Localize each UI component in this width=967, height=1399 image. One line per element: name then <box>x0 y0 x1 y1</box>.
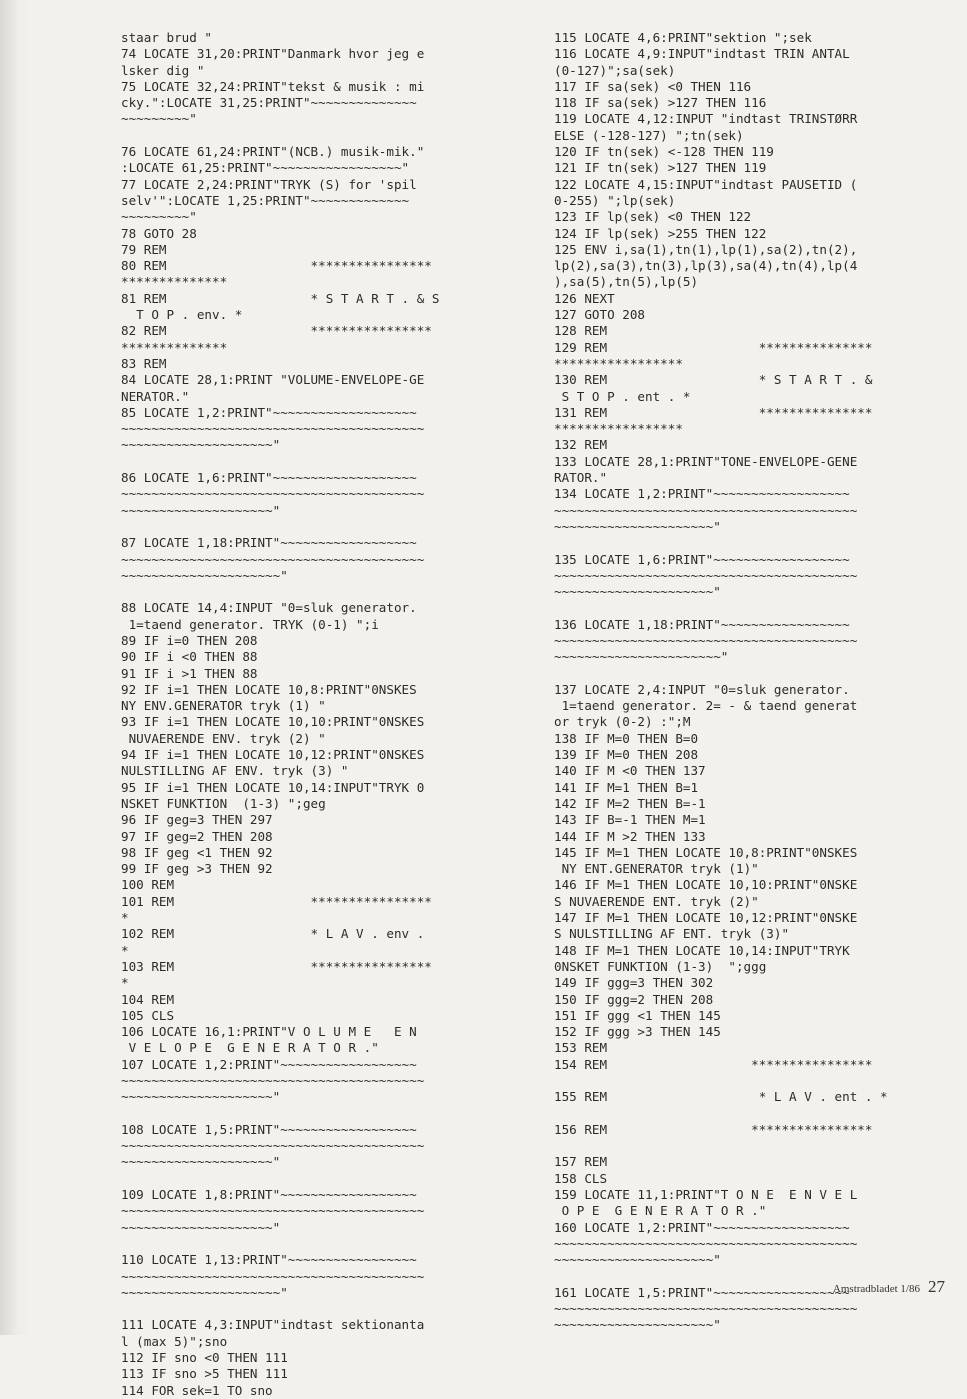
code-line <box>554 1073 954 1089</box>
code-line: ~~~~~~~~~~~~~~~~~~~~~" <box>554 518 721 534</box>
code-line: 103 REM **************** <box>121 958 432 974</box>
code-line: 100 REM <box>121 877 175 893</box>
code-line: 120 IF tn(sek) <-128 THEN 119 <box>554 144 774 160</box>
code-line: 87 LOCATE 1,18:PRINT"~~~~~~~~~~~~~~~~~~ <box>121 535 417 551</box>
code-line: 89 IF i=0 THEN 208 <box>121 632 258 648</box>
code-line: 137 LOCATE 2,4:INPUT "0=sluk generator. <box>554 681 850 697</box>
code-line: ELSE (-128-127) ";tn(sek) <box>554 127 744 143</box>
code-line: 83 REM <box>121 355 167 371</box>
code-line: ~~~~~~~~~~~~~~~~~~~~~~~~~~~~~~~~~~~~~~~~ <box>121 1203 425 1219</box>
code-line: ~~~~~~~~~~~~~~~~~~~~~~~~~~~~~~~~~~~~~~~~ <box>121 486 425 502</box>
code-line: 145 IF M=1 THEN LOCATE 10,8:PRINT"0NSKES <box>554 844 858 860</box>
code-line: 91 IF i >1 THEN 88 <box>121 665 258 681</box>
code-line: ~~~~~~~~~~~~~~~~~~~~" <box>121 502 281 518</box>
code-line: 146 IF M=1 THEN LOCATE 10,10:PRINT"0NSKE <box>554 877 858 893</box>
code-line: 154 REM **************** <box>554 1056 873 1072</box>
code-line: 153 REM <box>554 1040 608 1056</box>
code-line: lp(2),sa(3),tn(3),lp(3),sa(4),tn(4),lp(4 <box>554 258 858 274</box>
code-line: 157 REM <box>554 1154 608 1170</box>
code-line: 156 REM **************** <box>554 1121 873 1137</box>
code-line: 149 IF ggg=3 THEN 302 <box>554 975 714 991</box>
code-line: 76 LOCATE 61,24:PRINT"(NCB.) musik-mik." <box>121 144 425 160</box>
code-line: 123 IF lp(sek) <0 THEN 122 <box>554 209 752 225</box>
code-line <box>554 600 954 616</box>
code-line: ),sa(5),tn(5),lp(5) <box>554 274 699 290</box>
code-line: ~~~~~~~~~~~~~~~~~~~~~~~~~~~~~~~~~~~~~~~~ <box>121 1138 425 1154</box>
code-line: 108 LOCATE 1,5:PRINT"~~~~~~~~~~~~~~~~~~ <box>121 1121 417 1137</box>
code-line: 111 LOCATE 4,3:INPUT"indtast sektionanta <box>121 1317 425 1333</box>
code-line <box>121 454 521 470</box>
magazine-name: Amstradbladet 1/86 <box>832 1283 920 1295</box>
code-line: 88 LOCATE 14,4:INPUT "0=sluk generator. <box>121 600 417 616</box>
code-line: l (max 5)";sno <box>121 1333 228 1349</box>
code-line: 81 REM * S T A R T . & S <box>121 290 440 306</box>
code-line: ~~~~~~~~~~~~~~~~~~~~~" <box>554 1252 721 1268</box>
code-line: 106 LOCATE 16,1:PRINT"V O L U M E E N <box>121 1024 417 1040</box>
code-line: ~~~~~~~~~~~~~~~~~~~~~" <box>121 1284 288 1300</box>
code-line: 80 REM **************** <box>121 258 432 274</box>
code-line: 152 IF ggg >3 THEN 145 <box>554 1024 721 1040</box>
code-line: 0-255) ";lp(sek) <box>554 192 676 208</box>
code-line: 93 IF i=1 THEN LOCATE 10,10:PRINT"0NSKES <box>121 714 425 730</box>
code-line: 119 LOCATE 4,12:INPUT "indtast TRINSTØRR <box>554 111 858 127</box>
code-line: 134 LOCATE 1,2:PRINT"~~~~~~~~~~~~~~~~~~ <box>554 486 850 502</box>
code-line: ***************** <box>554 355 683 371</box>
code-line: 1=taend generator. TRYK (0-1) ";i <box>121 616 379 632</box>
code-line <box>554 1106 954 1122</box>
code-line: 75 LOCATE 32,24:PRINT"tekst & musik : mi <box>121 78 425 94</box>
code-line: 79 REM <box>121 241 167 257</box>
code-line: S T O P . ent . * <box>554 388 691 404</box>
code-line: NULSTILLING AF ENV. tryk (3) " <box>121 763 349 779</box>
code-line <box>121 1171 521 1187</box>
code-line: ~~~~~~~~~~~~~~~~~~~~" <box>121 1089 281 1105</box>
code-line: ~~~~~~~~~~~~~~~~~~~~~~~~~~~~~~~~~~~~~~~~ <box>554 567 858 583</box>
code-line: 133 LOCATE 28,1:PRINT"TONE-ENVELOPE-GENE <box>554 453 858 469</box>
code-line: S NUVAERENDE ENT. tryk (2)" <box>554 893 759 909</box>
code-line: ~~~~~~~~~~~~~~~~~~~~~" <box>554 584 721 600</box>
code-line: 130 REM * S T A R T . & <box>554 372 873 388</box>
code-line: O P E G E N E R A T O R ." <box>554 1203 767 1219</box>
code-line: 96 IF geg=3 THEN 297 <box>121 812 273 828</box>
code-line: ~~~~~~~~~~~~~~~~~~~~~~~~~~~~~~~~~~~~~~~~ <box>121 1073 425 1088</box>
code-line <box>121 519 521 535</box>
code-line: 140 IF M <0 THEN 137 <box>554 763 706 779</box>
code-line: 127 GOTO 208 <box>554 307 645 323</box>
code-line: 139 IF M=0 THEN 208 <box>554 747 699 763</box>
code-line: T O P . env. * <box>121 307 243 323</box>
code-line <box>554 1138 954 1154</box>
code-line: 117 IF sa(sek) <0 THEN 116 <box>554 78 752 94</box>
code-line: S NULSTILLING AF ENT. tryk (3)" <box>554 926 790 942</box>
code-line: 161 LOCATE 1,5:PRINT"~~~~~~~~~~~~~~~~~~ <box>554 1284 850 1300</box>
code-line: 112 IF sno <0 THEN 111 <box>121 1350 288 1366</box>
code-line <box>121 584 521 600</box>
code-line: ************** <box>121 274 228 290</box>
code-line: 131 REM *************** <box>554 404 873 420</box>
code-line: 125 ENV i,sa(1),tn(1),lp(1),sa(2),tn(2), <box>554 241 858 257</box>
code-line: :LOCATE 61,25:PRINT"~~~~~~~~~~~~~~~~~" <box>121 160 410 176</box>
code-line: 128 REM <box>554 323 608 339</box>
code-line: 158 CLS <box>554 1170 608 1186</box>
code-line: 118 IF sa(sek) >127 THEN 116 <box>554 95 767 111</box>
code-line: 95 IF i=1 THEN LOCATE 10,14:INPUT"TRYK 0 <box>121 779 425 795</box>
code-line: ~~~~~~~~~~~~~~~~~~~~" <box>121 1219 281 1235</box>
code-line <box>121 128 521 144</box>
code-line: ~~~~~~~~~~~~~~~~~~~~~" <box>121 567 288 583</box>
code-line: 151 IF ggg <1 THEN 145 <box>554 1007 721 1023</box>
listing-column-right <box>554 30 954 1334</box>
code-line: ***************** <box>554 421 683 437</box>
code-line <box>121 1301 521 1317</box>
code-line: ~~~~~~~~~" <box>121 111 197 127</box>
code-line: 94 IF i=1 THEN LOCATE 10,12:PRINT"0NSKES <box>121 747 425 763</box>
code-line: 138 IF M=0 THEN B=0 <box>554 730 699 746</box>
code-line: NERATOR." <box>121 388 190 404</box>
code-line: 143 IF B=-1 THEN M=1 <box>554 812 706 828</box>
code-line: 124 IF lp(sek) >255 THEN 122 <box>554 225 767 241</box>
code-line: 82 REM **************** <box>121 323 432 339</box>
code-line: 90 IF i <0 THEN 88 <box>121 649 258 665</box>
code-line: 142 IF M=2 THEN B=-1 <box>554 795 706 811</box>
code-line: ~~~~~~~~~~~~~~~~~~~~~~~~~~~~~~~~~~~~~~~~ <box>121 421 425 437</box>
code-line: 113 IF sno >5 THEN 111 <box>121 1366 288 1382</box>
code-line: or tryk (0-2) :";M <box>554 714 691 730</box>
code-line: ~~~~~~~~~" <box>121 209 197 225</box>
code-line: cky.":LOCATE 31,25:PRINT"~~~~~~~~~~~~~~ <box>121 95 417 111</box>
code-line: * <box>121 942 129 958</box>
code-line: 160 LOCATE 1,2:PRINT"~~~~~~~~~~~~~~~~~~ <box>554 1219 850 1235</box>
code-line <box>554 535 954 551</box>
page-footer <box>833 1277 945 1297</box>
code-line: ~~~~~~~~~~~~~~~~~~~~" <box>121 1154 281 1170</box>
code-line: 84 LOCATE 28,1:PRINT "VOLUME-ENVELOPE-GE <box>121 372 425 388</box>
code-line: ~~~~~~~~~~~~~~~~~~~~~" <box>554 1317 721 1333</box>
code-line: 105 CLS <box>121 1007 175 1023</box>
code-line: 74 LOCATE 31,20:PRINT"Danmark hvor jeg e <box>121 46 425 62</box>
code-line: 107 LOCATE 1,2:PRINT"~~~~~~~~~~~~~~~~~~ <box>121 1056 417 1072</box>
code-line: ~~~~~~~~~~~~~~~~~~~~" <box>121 437 281 453</box>
code-line: (0-127)";sa(sek) <box>554 62 676 78</box>
code-line: NUVAERENDE ENV. tryk (2) " <box>121 730 326 746</box>
code-line: * <box>121 975 129 991</box>
code-line: NY ENV.GENERATOR tryk (1) " <box>121 698 326 714</box>
code-line: 86 LOCATE 1,6:PRINT"~~~~~~~~~~~~~~~~~~~ <box>121 470 417 486</box>
code-line: ~~~~~~~~~~~~~~~~~~~~~~~~~~~~~~~~~~~~~~~~ <box>554 1301 858 1317</box>
code-line: ~~~~~~~~~~~~~~~~~~~~~~~~~~~~~~~~~~~~~~~~ <box>121 1268 425 1284</box>
code-line: 85 LOCATE 1,2:PRINT"~~~~~~~~~~~~~~~~~~~ <box>121 404 417 420</box>
code-line: 98 IF geg <1 THEN 92 <box>121 844 273 860</box>
listing-column-left <box>121 30 521 1399</box>
code-line: ~~~~~~~~~~~~~~~~~~~~~~" <box>554 649 729 665</box>
code-line: selv'":LOCATE 1,25:PRINT"~~~~~~~~~~~~~ <box>121 192 410 208</box>
code-line <box>121 1106 521 1122</box>
code-line: 150 IF ggg=2 THEN 208 <box>554 991 714 1007</box>
page-number: 27 <box>928 1277 945 1296</box>
code-line: ~~~~~~~~~~~~~~~~~~~~~~~~~~~~~~~~~~~~~~~~ <box>554 1235 858 1251</box>
code-line <box>554 666 954 682</box>
code-line: ************** <box>121 339 228 355</box>
code-line: V E L O P E G E N E R A T O R ." <box>121 1040 379 1056</box>
code-line: 102 REM * L A V . env . <box>121 926 425 942</box>
code-line: 135 LOCATE 1,6:PRINT"~~~~~~~~~~~~~~~~~~ <box>554 551 850 567</box>
code-line: ~~~~~~~~~~~~~~~~~~~~~~~~~~~~~~~~~~~~~~~~ <box>554 502 858 518</box>
code-line: ~~~~~~~~~~~~~~~~~~~~~~~~~~~~~~~~~~~~~~~~ <box>121 551 425 567</box>
code-line <box>121 1236 521 1252</box>
code-line: 148 IF M=1 THEN LOCATE 10,14:INPUT"TRYK <box>554 942 850 958</box>
code-line: 147 IF M=1 THEN LOCATE 10,12:PRINT"0NSKE <box>554 910 858 926</box>
code-line: staar brud " <box>121 30 212 45</box>
code-line: 122 LOCATE 4,15:INPUT"indtast PAUSETID ( <box>554 176 858 192</box>
binding-shadow <box>0 0 30 1335</box>
code-line: 155 REM * L A V . ent . * <box>554 1089 888 1105</box>
code-line: 144 IF M >2 THEN 133 <box>554 828 706 844</box>
code-line: 115 LOCATE 4,6:PRINT"sektion ";sek <box>554 30 812 45</box>
code-line: 129 REM *************** <box>554 339 873 355</box>
code-line: 159 LOCATE 11,1:PRINT"T O N E E N V E L <box>554 1187 858 1203</box>
code-line: NSKET FUNKTION (1-3) ";geg <box>121 795 326 811</box>
code-line: 0NSKET FUNKTION (1-3) ";ggg <box>554 958 767 974</box>
code-line: 126 NEXT <box>554 290 615 306</box>
code-line: 109 LOCATE 1,8:PRINT"~~~~~~~~~~~~~~~~~~ <box>121 1187 417 1203</box>
code-line: 78 GOTO 28 <box>121 225 197 241</box>
code-line: 99 IF geg >3 THEN 92 <box>121 861 273 877</box>
code-line: 114 FOR sek=1 TO sno <box>121 1382 273 1398</box>
code-line: ~~~~~~~~~~~~~~~~~~~~~~~~~~~~~~~~~~~~~~~~ <box>554 632 858 648</box>
code-line: 97 IF geg=2 THEN 208 <box>121 828 273 844</box>
code-line: 110 LOCATE 1,13:PRINT"~~~~~~~~~~~~~~~~~ <box>121 1252 417 1268</box>
code-line: 77 LOCATE 2,24:PRINT"TRYK (S) for 'spil <box>121 176 417 192</box>
code-line: lsker dig " <box>121 62 205 78</box>
code-line: * <box>121 910 129 926</box>
code-line: RATOR." <box>554 470 608 486</box>
code-line: 104 REM <box>121 991 175 1007</box>
code-line: 121 IF tn(sek) >127 THEN 119 <box>554 160 767 176</box>
code-line: NY ENT.GENERATOR tryk (1)" <box>554 861 759 877</box>
code-line: 101 REM **************** <box>121 893 432 909</box>
code-line: 116 LOCATE 4,9:INPUT"indtast TRIN ANTAL <box>554 46 850 62</box>
code-line: 1=taend generator. 2= - & taend generat <box>554 698 858 714</box>
code-line: 136 LOCATE 1,18:PRINT"~~~~~~~~~~~~~~~~~ <box>554 616 850 632</box>
code-line: 92 IF i=1 THEN LOCATE 10,8:PRINT"0NSKES <box>121 681 417 697</box>
code-line: 132 REM <box>554 437 608 453</box>
code-line: 141 IF M=1 THEN B=1 <box>554 779 699 795</box>
